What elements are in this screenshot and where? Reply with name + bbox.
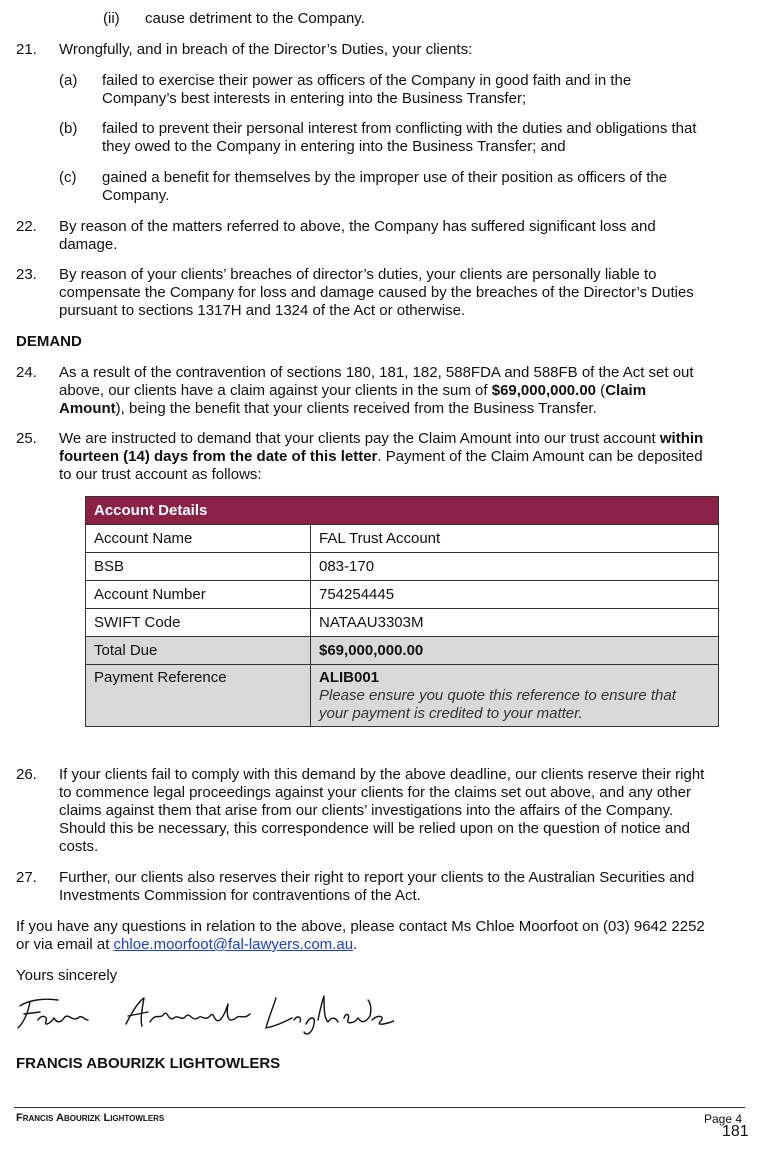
contact-line2 <box>16 936 357 954</box>
deadline-start: within <box>659 430 704 447</box>
para-25-line1 <box>59 430 703 448</box>
para-21b-line1: failed to prevent their personal interest from conflicting with the duties and obligations that <box>102 120 697 137</box>
para-27-number: 27. <box>16 869 37 886</box>
para-26-line2: to commence legal proceedings against your clients for the claims set out above, and any other <box>59 784 692 801</box>
table-row <box>86 665 719 727</box>
para-21c-line1: gained a benefit for themselves by the improper use of their position as officers of the <box>102 169 668 186</box>
account-number-value: 754254445 <box>311 581 719 609</box>
bsb-value: 083-170 <box>311 553 719 581</box>
claim-term: Claim <box>605 382 647 399</box>
para-24-line2 <box>59 382 646 400</box>
total-due-label: Total Due <box>86 637 311 665</box>
para-25-text: We are instructed to demand that your clients pay the Claim Amount into our trust account <box>59 430 660 447</box>
para-21b-marker: (b) <box>59 120 78 137</box>
para-26-number: 26. <box>16 766 37 783</box>
table-row <box>86 553 719 581</box>
swift-code-label: SWIFT Code <box>86 609 311 637</box>
sub-item-text: cause detriment to the Company. <box>145 10 365 27</box>
para-21b-line2: they owed to the Company in entering into the Business Transfer; and <box>102 138 566 155</box>
signature-image <box>14 990 394 1040</box>
demand-heading: DEMAND <box>16 333 82 350</box>
email-link[interactable]: chloe.moorfoot@fal-lawyers.com.au <box>113 936 354 953</box>
total-due-value: $69,000,000.00 <box>311 637 719 665</box>
para-22-line2: damage. <box>59 236 118 253</box>
payment-reference-note-1: Please ensure you quote this reference to ensure that <box>319 687 676 704</box>
para-25-line2 <box>59 448 703 466</box>
table-row <box>86 609 719 637</box>
footer-page-number: Page 4 <box>704 1112 743 1126</box>
para-24-number: 24. <box>16 364 37 381</box>
signatory-name: FRANCIS ABOURIZK LIGHTOWLERS <box>16 1055 281 1072</box>
para-21-text: Wrongfully, and in breach of the Director’s Duties, your clients: <box>59 41 473 58</box>
account-details-title: Account Details <box>86 497 719 525</box>
para-26-line5: costs. <box>59 838 99 855</box>
payment-reference-note-2: your payment is credited to your matter. <box>319 705 583 722</box>
payment-reference-cell <box>311 665 719 727</box>
para-21a-marker: (a) <box>59 72 78 89</box>
contact-line1: If you have any questions in relation to the above, please contact Ms Chloe Moorfoot on (03) 9642 2252 <box>16 918 705 935</box>
para-22-line1: By reason of the matters referred to above, the Company has suffered significant loss and <box>59 218 656 235</box>
para-21a-line1: failed to exercise their power as officers of the Company in good faith and in the <box>102 72 632 89</box>
sub-item-marker: (ii) <box>103 10 120 27</box>
para-24-paren: ( <box>596 382 606 399</box>
table-row <box>86 525 719 553</box>
para-23-number: 23. <box>16 266 37 283</box>
para-23-line1: By reason of your clients’ breaches of director’s duties, your clients are personally liable to <box>59 266 657 283</box>
closing: Yours sincerely <box>16 967 118 984</box>
para-26-line3: claims against them that arise from our clients’ investigations into the affairs of the Company. <box>59 802 674 819</box>
para-22-number: 22. <box>16 218 37 235</box>
para-21c-line2: Company. <box>102 187 170 204</box>
payment-reference-label: Payment Reference <box>86 665 311 727</box>
para-21c-marker: (c) <box>59 169 77 186</box>
claim-amount-term: Amount <box>59 400 116 417</box>
account-name-value: FAL Trust Account <box>311 525 719 553</box>
para-26-line1: If your clients fail to comply with this demand by the above deadline, our clients reserve their right <box>59 766 705 783</box>
para-23-line2: compensate the Company for loss and damage caused by the breaches of the Director’s Duties <box>59 284 694 301</box>
footer-divider <box>14 1107 745 1108</box>
para-21-number: 21. <box>16 41 37 58</box>
para-25-number: 25. <box>16 430 37 447</box>
para-24-line1: As a result of the contravention of sections 180, 181, 182, 588FDA and 588FB of the Act set out <box>59 364 694 381</box>
bsb-label: BSB <box>86 553 311 581</box>
account-number-label: Account Number <box>86 581 311 609</box>
swift-code-value: NATAAU3303M <box>311 609 719 637</box>
para-24-line3 <box>59 400 597 418</box>
contact-period: . <box>353 936 358 953</box>
para-27-line2: Investments Commission for contraventions of the Act. <box>59 887 421 904</box>
footer-firm: Francis Abourizk Lightowlers <box>16 1112 165 1124</box>
para-21a-line2: Company’s best interests in entering into the Business Transfer; <box>102 90 527 107</box>
page-stamp: 181 <box>722 1123 749 1140</box>
para-24-tail: ), being the benefit that your clients received from the Business Transfer. <box>115 400 597 417</box>
contact-prefix: or via email at <box>16 936 114 953</box>
para-25-line3: to our trust account as follows: <box>59 466 262 483</box>
payment-reference-value: ALIB001 <box>319 669 380 686</box>
para-25-tail: . Payment of the Claim Amount can be deposited <box>377 448 703 465</box>
para-27-line1: Further, our clients also reserves their right to report your clients to the Australian Securities and <box>59 869 695 886</box>
account-details-table <box>85 496 719 727</box>
para-23-line3: pursuant to sections 1317H and 1324 of the Act or otherwise. <box>59 302 466 319</box>
claim-sum: $69,000,000.00 <box>491 382 597 399</box>
table-row <box>86 637 719 665</box>
para-26-line4: Should this be necessary, this correspondence will be relied upon on the question of notice and <box>59 820 690 837</box>
deadline-text: fourteen (14) days from the date of this letter <box>59 448 378 465</box>
para-24-text: above, our clients have a claim against your clients in the sum of <box>59 382 492 399</box>
account-name-label: Account Name <box>86 525 311 553</box>
table-row <box>86 581 719 609</box>
